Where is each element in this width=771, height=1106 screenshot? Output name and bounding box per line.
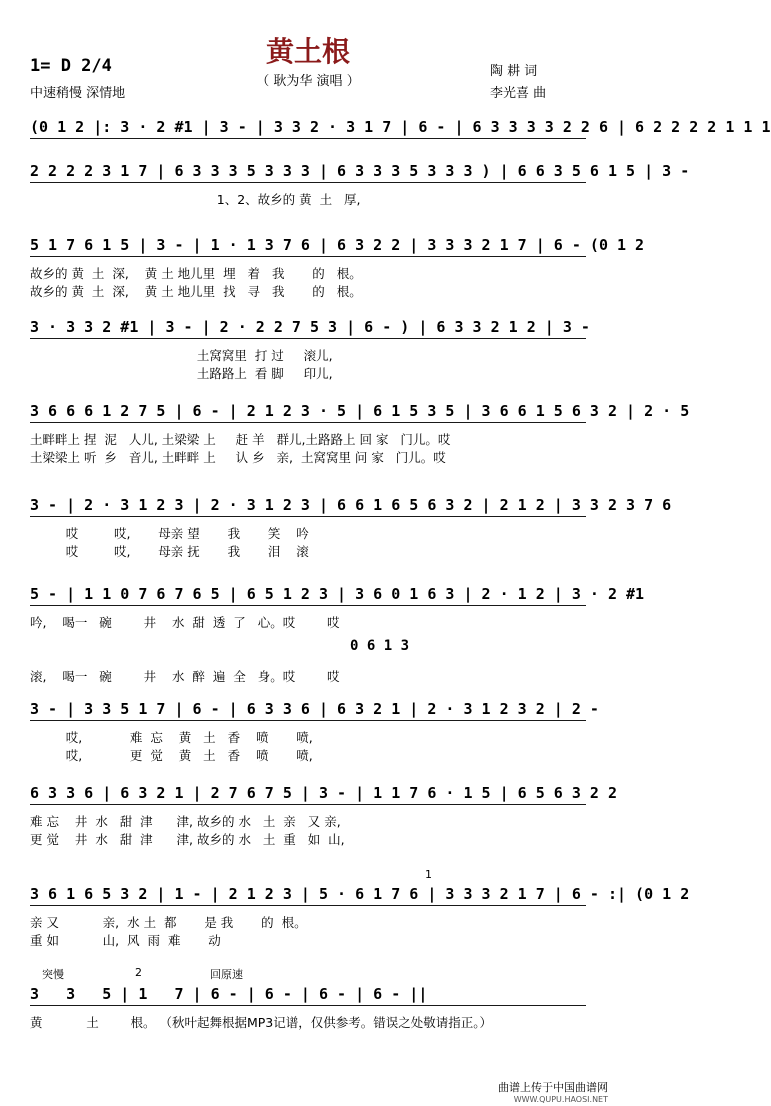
- lyric-line: 故乡的 黄 土 深, 黄 土 地儿里 埋 着 我 的 根。: [30, 266, 362, 281]
- notation-line: 3 - | 2 · 3 1 2 3 | 2 · 3 1 2 3 | 6 6 1 6 5 6 3 2 | 2 1 2 | 3 3 2 3 7 6: [30, 496, 672, 514]
- lyric-line: 故乡的 黄 土 深, 黄 土 地儿里 找 寻 我 的 根。: [30, 284, 362, 299]
- alt-phrase: 0 6 1 3: [350, 638, 410, 654]
- lyric-line: 哎, 更 觉 黄 土 香 喷 喷,: [30, 748, 313, 763]
- lyric-line: 哎 哎, 母亲 望 我 笑 吟: [30, 526, 309, 541]
- lyricist: 陶 耕 词: [490, 64, 538, 79]
- lyric-line: 哎 哎, 母亲 抚 我 泪 滚: [30, 544, 309, 559]
- footer-site: 曲谱上传于中国曲谱网: [498, 1081, 608, 1094]
- notation-line: 3 6 6 6 1 2 7 5 | 6 - | 2 1 2 3 · 5 | 6 1 5 3 5 | 3 6 6 1 5 6 3 2 | 2 · 5: [30, 402, 690, 420]
- notation-line: 3 3 5 | 1 7 | 6 - | 6 - | 6 - | 6 - ||: [30, 985, 428, 1003]
- volta-1: 1: [425, 868, 432, 881]
- notation-line: 3 · 3 3 2 #1 | 3 - | 2 · 2 2 7 5 3 | 6 - ) | 6 3 3 2 1 2 | 3 -: [30, 318, 590, 336]
- lyric-line: 滚, 喝一 碗 井 水 醉 遍 全 身。哎 哎: [30, 669, 340, 684]
- lyric-line: 黄 土 根。 （秋叶起舞根据MP3记谱，仅供参考。错误之处敬请指正。）: [30, 1015, 492, 1030]
- tempo-marking: 中速稍慢 深情地: [30, 86, 126, 101]
- volta-2: 2: [135, 966, 142, 979]
- performer: （ 耿为华 演唱 ）: [256, 74, 360, 89]
- lyric-line: 土窝窝里 打 过 滚儿,: [30, 348, 333, 363]
- notation-line: 6 3 3 6 | 6 3 2 1 | 2 7 6 7 5 | 3 - | 1 1 7 6 · 1 5 | 6 5 6 3 2 2: [30, 784, 617, 802]
- composer: 李光喜 曲: [490, 86, 547, 101]
- resume-tempo: 回原速: [210, 968, 243, 981]
- notation-line: 5 - | 1 1 0 7 6 7 6 5 | 6 5 1 2 3 | 3 6 0 1 6 3 | 2 · 1 2 | 3 · 2 #1: [30, 585, 645, 603]
- footer-url: WWW.QUPU.HAOSI.NET: [513, 1095, 608, 1104]
- lyric-line: 重 如 山, 风 雨 难 动: [30, 933, 221, 948]
- lyric-line: 土梁梁上 听 乡 音儿, 土畔畔 上 认 乡 亲, 土窝窝里 问 家 门儿。哎: [30, 450, 446, 465]
- key-signature: 1= D 2/4: [30, 56, 112, 76]
- slow-mark: 突慢: [42, 968, 64, 981]
- lyric-line: 1、2、故乡的 黄 土 厚,: [30, 192, 361, 207]
- lyric-line: 亲 又 亲, 水 土 都 是 我 的 根。: [30, 915, 307, 930]
- score-title: 黄土根: [265, 35, 350, 68]
- notation-line: 2 2 2 2 3 1 7 | 6 3 3 3 5 3 3 3 | 6 3 3 3 5 3 3 3 ) | 6 6 3 5 6 1 5 | 3 -: [30, 162, 690, 180]
- notation-line: 3 6 1 6 5 3 2 | 1 - | 2 1 2 3 | 5 · 6 1 7 6 | 3 3 3 2 1 7 | 6 - :| (0 1 2: [30, 885, 690, 903]
- notation-line: 3 - | 3 3 5 1 7 | 6 - | 6 3 3 6 | 6 3 2 1 | 2 · 3 1 2 3 2 | 2 -: [30, 700, 599, 718]
- lyric-line: 哎, 难 忘 黄 土 香 喷 喷,: [30, 730, 313, 745]
- footer: [498, 1082, 608, 1106]
- lyric-line: 土畔畔上 捏 泥 人儿, 土梁梁 上 赶 羊 群儿,土路路上 回 家 门儿。哎: [30, 432, 451, 447]
- lyric-line: 土路路上 看 脚 印儿,: [30, 366, 333, 381]
- lyric-line: 更 觉 井 水 甜 津 津, 故乡的 水 土 重 如 山,: [30, 832, 345, 847]
- lyric-line: 难 忘 井 水 甜 津 津, 故乡的 水 土 亲 又 亲,: [30, 814, 341, 829]
- notation-line: 5 1 7 6 1 5 | 3 - | 1 · 1 3 7 6 | 6 3 2 2 | 3 3 3 2 1 7 | 6 - (0 1 2: [30, 236, 645, 254]
- notation-line: (0 1 2 |: 3 · 2 #1 | 3 - | 3 3 2 · 3 1 7 | 6 - | 6 3 3 3 3 2 2 6 | 6 2 2 2 2 1 1 1: [30, 118, 771, 136]
- lyric-line: 吟, 喝一 碗 井 水 甜 透 了 心。哎 哎: [30, 615, 340, 630]
